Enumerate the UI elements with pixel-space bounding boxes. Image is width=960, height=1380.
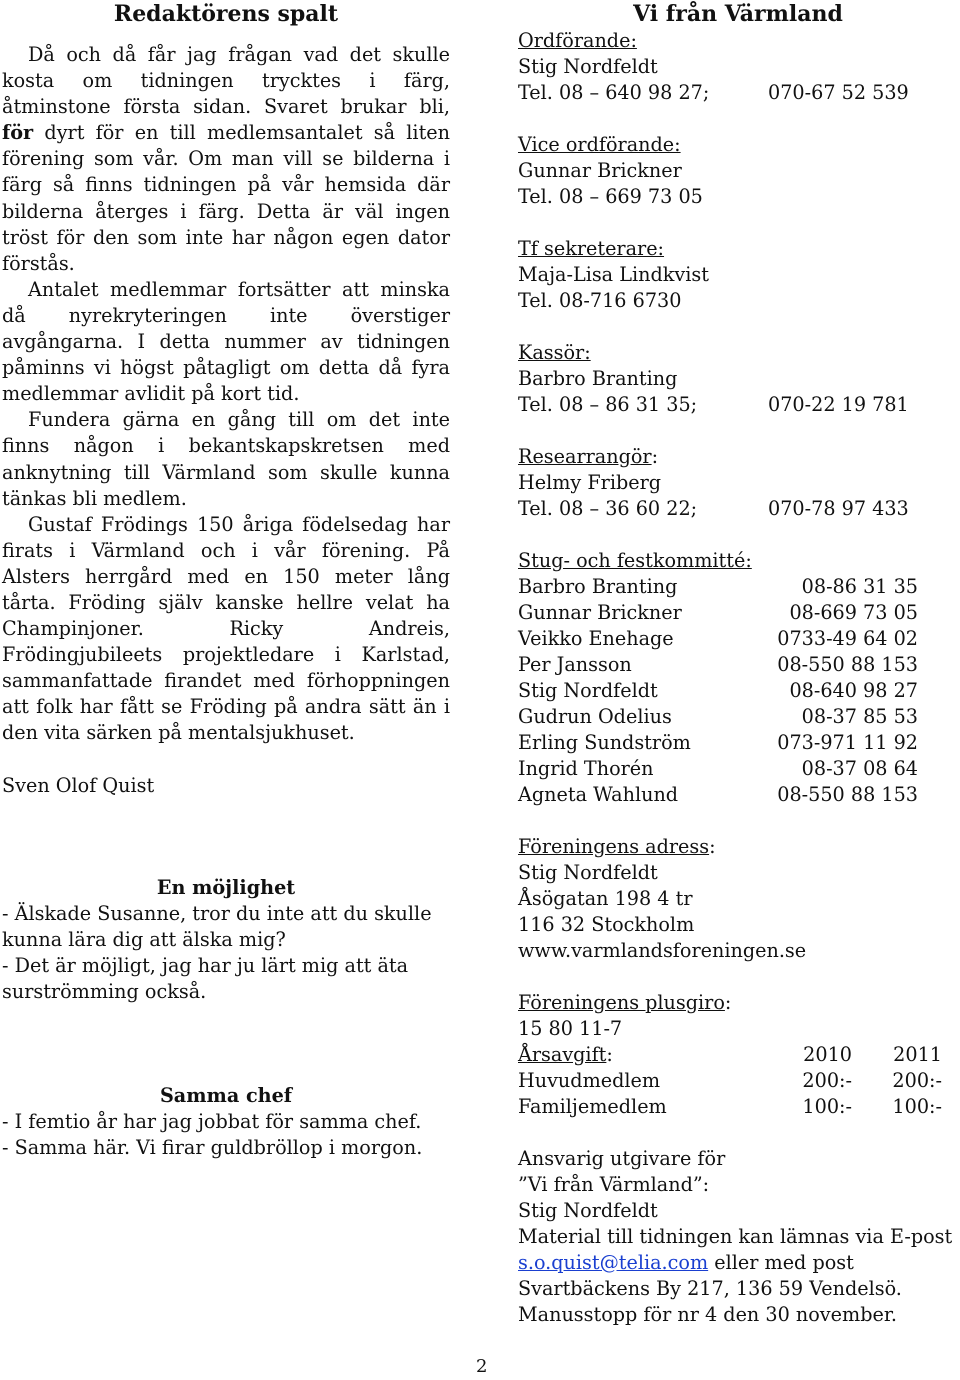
- publisher-line-2: ”Vi från Värmland”:: [518, 1173, 710, 1196]
- committee-row: [518, 756, 958, 782]
- vice-tel: Tel. 08 – 669 73 05: [518, 185, 703, 208]
- website-text: www.varmlandsforeningen.se: [518, 939, 807, 962]
- plusgiro-label-row: [518, 990, 958, 1016]
- email-link[interactable]: s.o.quist@telia.com: [518, 1251, 709, 1275]
- publisher-line-1: Ansvarig utgivare för: [518, 1147, 726, 1170]
- editor-paragraph-1: [2, 42, 450, 277]
- fee-type: Huvudmedlem: [518, 1069, 661, 1092]
- committee-row: [518, 782, 958, 808]
- joke-1-title: En möjlighet: [156, 875, 296, 899]
- address-label: Föreningens adress: [518, 835, 710, 858]
- editor-column: [2, 0, 450, 1161]
- committee-name: Veikko Enehage: [518, 627, 674, 650]
- travel-phone-row: [518, 496, 958, 522]
- committee-phone: 08-550 88 153: [777, 783, 918, 806]
- committee-name: Ingrid Thorén: [518, 757, 654, 780]
- travel-name: Helmy Friberg: [518, 471, 662, 494]
- chair-tel-1: Tel. 08 – 640 98 27;: [518, 81, 710, 104]
- travel-tel-1: Tel. 08 – 36 60 22;: [518, 497, 698, 520]
- committee-row: [518, 574, 958, 600]
- material-text: Material till tidningen kan lämnas via E-post: [518, 1225, 953, 1248]
- secretary-label: Tf sekreterare:: [518, 237, 665, 260]
- travel-tel-2: 070-78 97 433: [768, 497, 909, 520]
- editor-paragraph-1-bold: för: [2, 121, 34, 145]
- committee-row: [518, 678, 958, 704]
- fee-value-2: 100:-: [892, 1095, 942, 1118]
- committee-phone: 08-669 73 05: [789, 601, 918, 624]
- committee-row: [518, 652, 958, 678]
- committee-phone: 08-550 88 153: [777, 653, 918, 676]
- committee-name: Stig Nordfeldt: [518, 679, 658, 702]
- page-number: 2: [476, 1356, 488, 1377]
- committee-name: Gunnar Brickner: [518, 601, 682, 624]
- travel-colon: :: [651, 445, 659, 468]
- joke-1-line-1: - Älskade Susanne, tror du inte att du skulle kunna lära dig att älska mig?: [2, 901, 432, 951]
- address-line: Åsögatan 198 4 tr: [518, 887, 693, 910]
- chair-tel-2: 070-67 52 539: [768, 81, 909, 104]
- editor-signature: Sven Olof Quist: [2, 773, 155, 797]
- material-text-cont: eller med post Svartbäckens By 217, 136 59 Vendelsö.: [518, 1251, 902, 1301]
- travel-label: Researrangör: [518, 445, 652, 468]
- treasurer-name: Barbro Branting: [518, 367, 678, 390]
- committee-phone: 08-640 98 27: [789, 679, 918, 702]
- committee-label: Stug- och festkommitté:: [518, 549, 752, 572]
- joke-2-title: Samma chef: [159, 1083, 293, 1107]
- treasurer-label: Kassör:: [518, 341, 591, 364]
- secretary-name: Maja-Lisa Lindkvist: [518, 263, 709, 286]
- chair-name: Stig Nordfeldt: [518, 55, 658, 78]
- committee-row: [518, 730, 958, 756]
- editor-paragraph-1-text-cont: dyrt för en till medlemsantalet så liten förening som vår. Om man vill se bilderna i färg så finns tidningen på vår hemsida där bilderna återges i färg. Detta är väl ingen tröst för den som inte har någon egen dator förstås.: [2, 121, 450, 275]
- treasurer-tel-1: Tel. 08 – 86 31 35;: [518, 393, 698, 416]
- association-title: Vi från Värmland: [633, 1, 843, 27]
- treasurer-phone-row: [518, 392, 958, 418]
- committee-phone: 08-37 85 53: [801, 705, 918, 728]
- fee-value-1: 200:-: [802, 1069, 852, 1092]
- joke-2-line-1: - I femtio år har jag jobbat för samma chef.: [2, 1109, 422, 1133]
- fee-colon: :: [606, 1043, 613, 1066]
- editor-column-title: Redaktörens spalt: [113, 1, 339, 27]
- editor-paragraph-4: Gustaf Frödings 150 åriga födelsedag har firats i Värmland och i vår förening. På Alsters herrgård med en 150 meter lång tårta. Fröding själv kanske hellre velat ha Champinjoner. Ricky Andreis, Frödingjubileets projektledare i Karlstad, sammanfattade firandet med förhoppningen att folk har fått se Fröding på andra sätt än i den vita särken på mentalsjukhuset.: [2, 512, 450, 745]
- secretary-tel: Tel. 08-716 6730: [518, 289, 682, 312]
- address-line: 116 32 Stockholm: [518, 913, 695, 936]
- fee-type: Familjemedlem: [518, 1095, 667, 1118]
- deadline-text: Manusstopp för nr 4 den 30 november.: [518, 1303, 897, 1327]
- committee-phone: 08-37 08 64: [801, 757, 918, 780]
- fee-label: Årsavgift: [518, 1043, 607, 1066]
- committee-name: Per Jansson: [518, 653, 632, 676]
- address-label-row: [518, 834, 958, 860]
- association-column: [518, 0, 958, 1328]
- fee-value-2: 200:-: [892, 1069, 942, 1092]
- fee-year-2: 2011: [893, 1043, 942, 1066]
- plusgiro-colon: :: [724, 991, 732, 1014]
- committee-name: Agneta Wahlund: [518, 783, 679, 806]
- committee-row: [518, 626, 958, 652]
- committee-name: Barbro Branting: [518, 575, 678, 598]
- committee-name: Erling Sundström: [518, 731, 691, 754]
- vice-label: Vice ordförande:: [518, 133, 681, 156]
- committee-name: Gudrun Odelius: [518, 705, 672, 728]
- fee-row: [518, 1094, 958, 1120]
- fee-year-1: 2010: [803, 1043, 852, 1066]
- committee-row: [518, 704, 958, 730]
- committee-phone: 0733-49 64 02: [777, 627, 918, 650]
- publisher-name: Stig Nordfeldt: [518, 1199, 658, 1222]
- fee-header-row: [518, 1042, 958, 1068]
- treasurer-tel-2: 070-22 19 781: [768, 393, 909, 416]
- fee-value-1: 100:-: [802, 1095, 852, 1118]
- chair-label: Ordförande:: [518, 29, 637, 52]
- editor-paragraph-1-text: Då och då får jag frågan vad det skulle kosta om tidningen trycktes i färg, åtminstone första sidan. Svaret brukar bli,: [2, 43, 450, 119]
- address-line: Stig Nordfeldt: [518, 861, 658, 884]
- plusgiro-number: 15 80 11-7: [518, 1017, 623, 1040]
- material-paragraph: [518, 1224, 958, 1302]
- vice-name: Gunnar Brickner: [518, 159, 682, 182]
- committee-phone: 073-971 11 92: [777, 731, 918, 754]
- joke-1-line-2: - Det är möjligt, jag har ju lärt mig att äta surströmming också.: [2, 953, 409, 1003]
- travel-label-row: [518, 444, 958, 470]
- plusgiro-label: Föreningens plusgiro: [518, 991, 725, 1014]
- editor-paragraph-3: Fundera gärna en gång till om det inte finns någon i bekantskapskretsen med anknytning till Värmland som skulle kunna tänkas bli medlem.: [2, 408, 450, 510]
- joke-2-line-2: - Samma här. Vi firar guldbröllop i morgon.: [2, 1135, 423, 1159]
- chair-phone-row: [518, 80, 958, 106]
- committee-phone: 08-86 31 35: [801, 575, 918, 598]
- committee-row: [518, 600, 958, 626]
- address-colon: :: [709, 835, 716, 858]
- editor-paragraph-2: Antalet medlemmar fortsätter att minska då nyrekryteringen inte överstiger avgångarna. I detta nummer av tidningen påminns vi högst påtagligt om detta då fyra medlemmar avlidit på kort tid.: [2, 277, 450, 406]
- fee-row: [518, 1068, 958, 1094]
